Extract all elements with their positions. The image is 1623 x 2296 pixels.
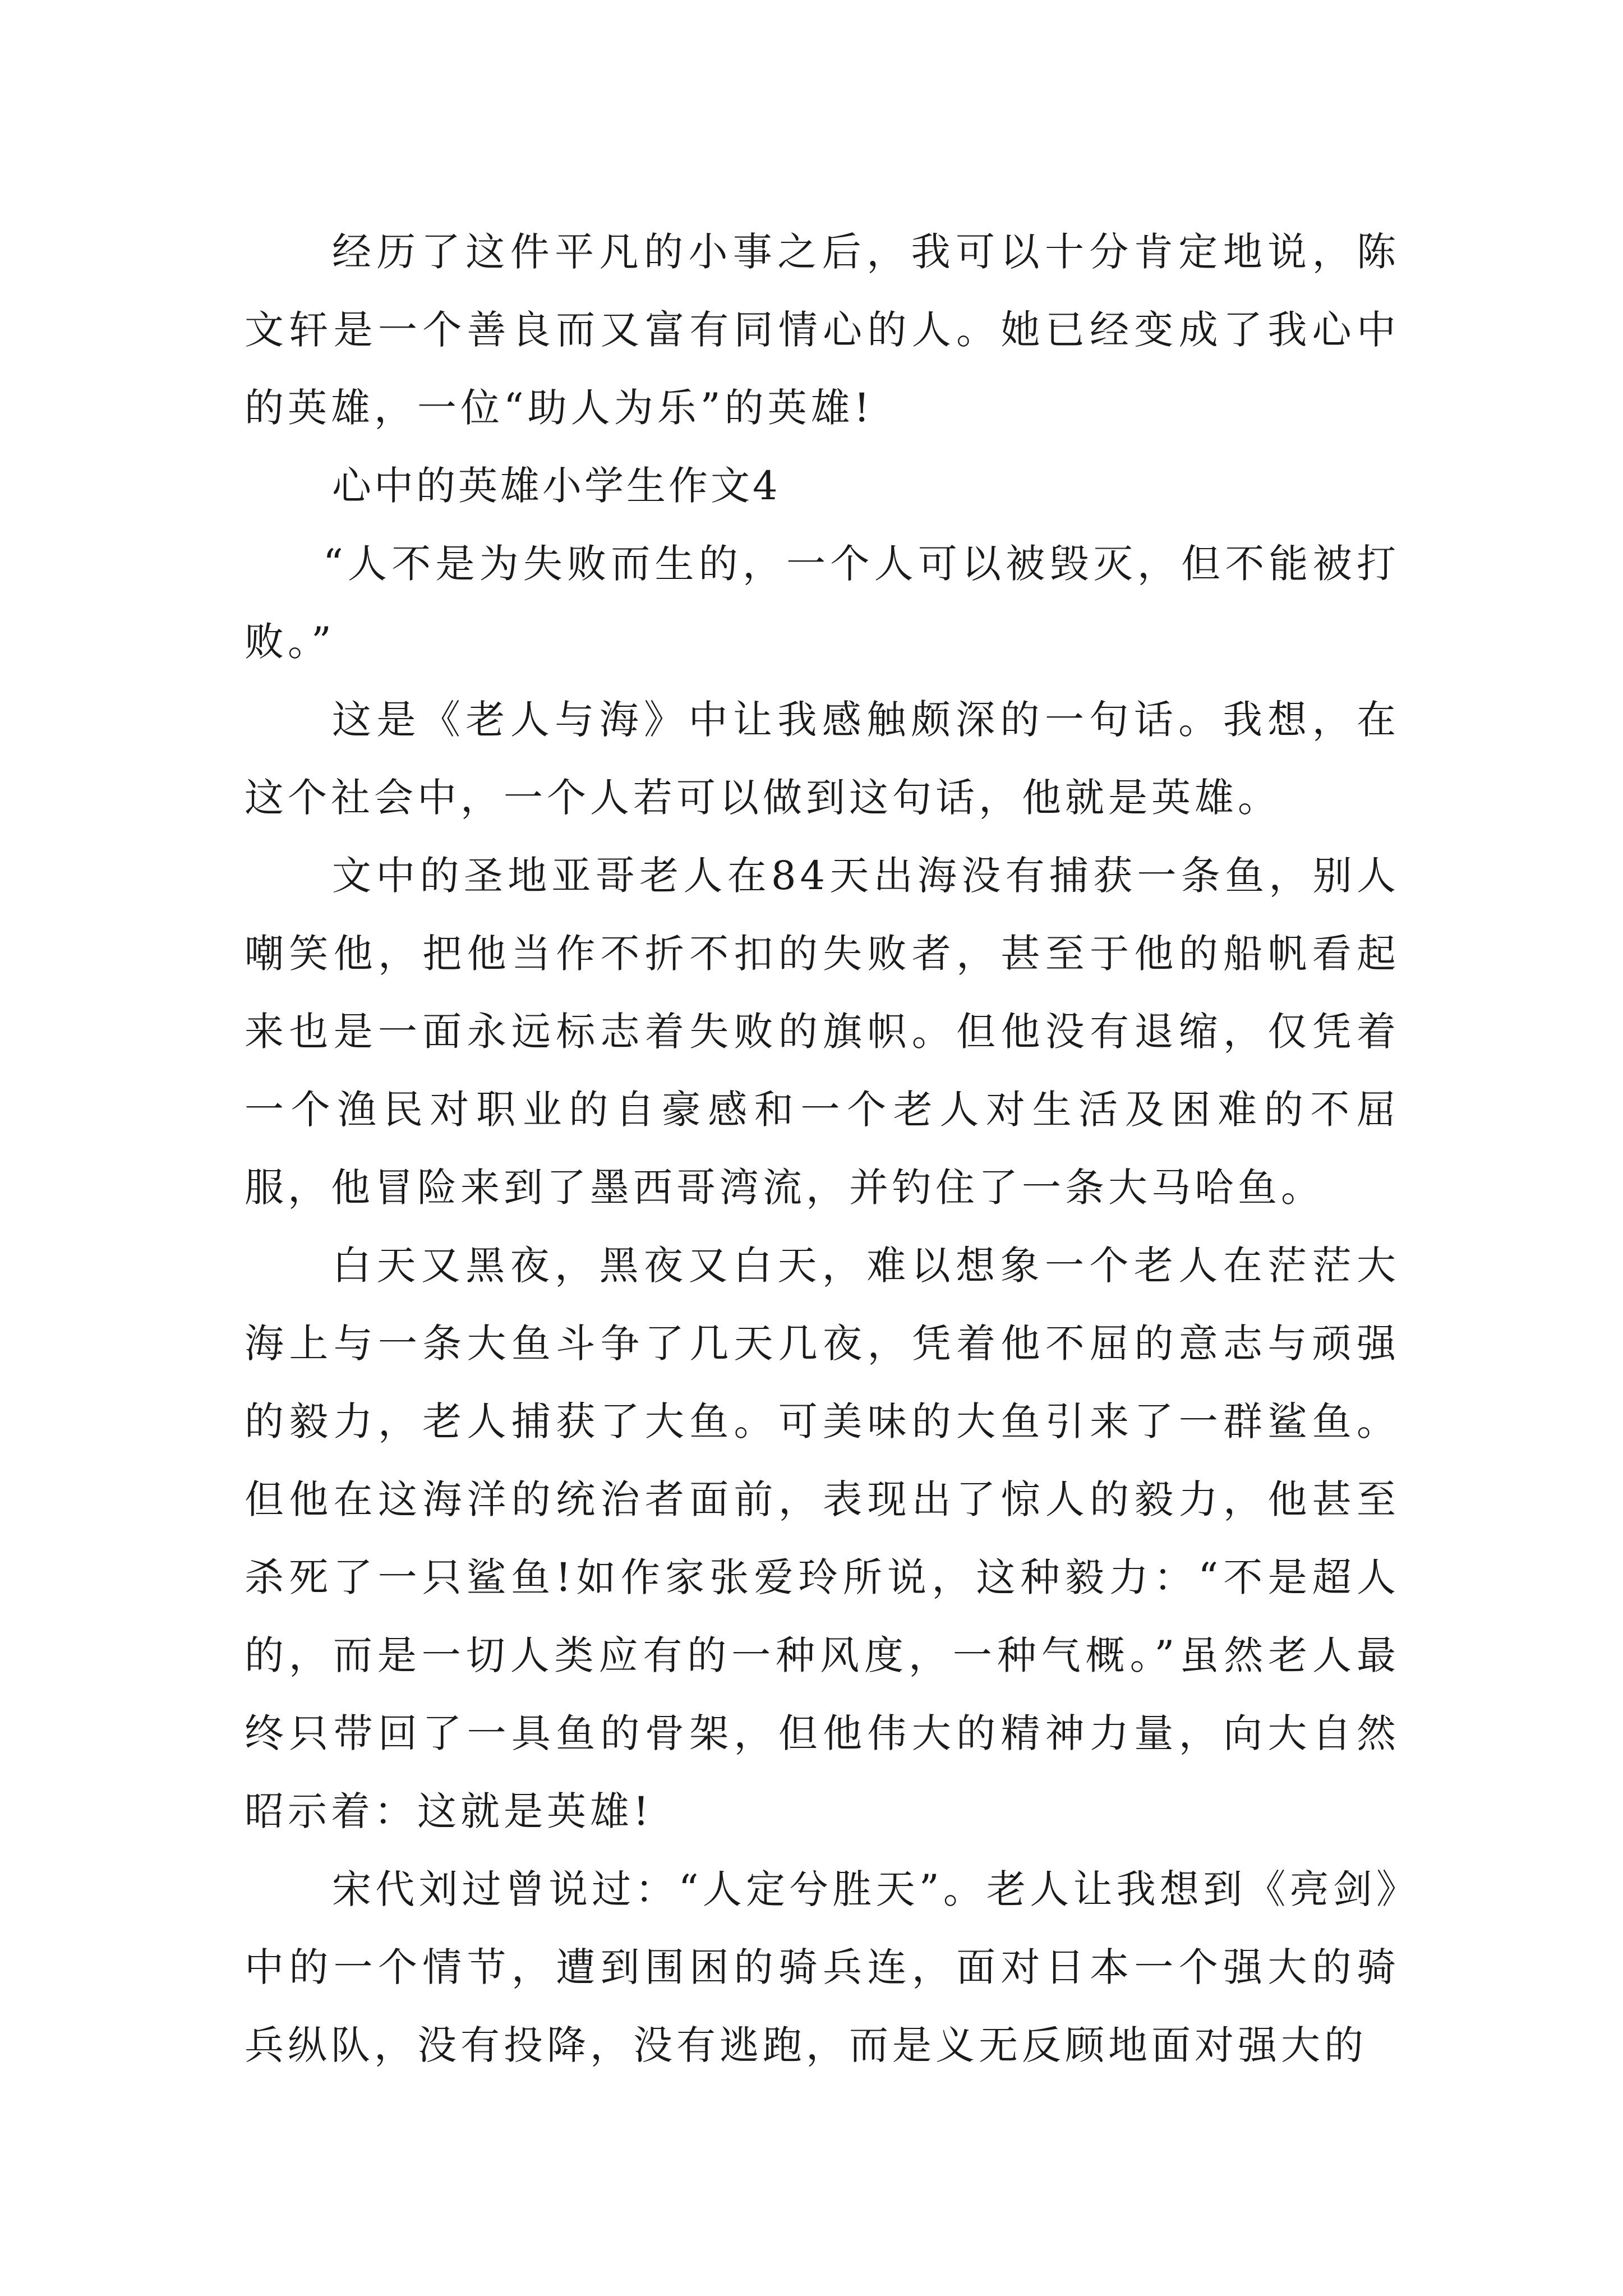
section-heading: 心中的英雄小学生作文4 <box>332 463 781 509</box>
paragraph-quote: “人不是为失败而生的，一个人可以被毁灭，但不能被打败。” <box>245 541 1400 665</box>
document-body <box>245 213 1400 2085</box>
paragraph-1: 经历了这件平凡的小事之后，我可以十分肯定地说，陈文轩是一个善良而又富有同情心的人。她已经变成了我心中的英雄，一位“助人为乐”的英雄! <box>245 229 1400 431</box>
paragraph-6: 宋代刘过曾说过：“人定兮胜天”。老人让我想到《亮剑》中的一个情节，遭到围困的骑兵连，面对日本一个强大的骑兵纵队，没有投降，没有逃跑，而是义无反顾地面对强大的 <box>245 1866 1400 2068</box>
paragraph-3: 这是《老人与海》中让我感触颇深的一句话。我想，在这个社会中，一个人若可以做到这句话，他就是英雄。 <box>245 697 1400 821</box>
paragraph-4: 文中的圣地亚哥老人在84天出海没有捕获一条鱼，别人嘲笑他，把他当作不折不扣的失败者，甚至于他的船帆看起来也是一面永远标志着失败的旗帜。但他没有退缩，仅凭着一个渔民对职业的自豪感和一个老人对生活及困难的不屈服，他冒险来到了墨西哥湾流，并钓住了一条大马哈鱼。 <box>245 853 1400 1211</box>
paragraph-5: 白天又黑夜，黑夜又白天，难以想象一个老人在茫茫大海上与一条大鱼斗争了几天几夜，凭着他不屈的意志与顽强的毅力，老人捕获了大鱼。可美味的大鱼引来了一群鲨鱼。但他在这海洋的统治者面前，表现出了惊人的毅力，他甚至杀死了一只鲨鱼!如作家张爱玲所说，这种毅力：“不是超人的，而是一切人类应有的一种风度，一种气概。”虽然老人最终只带回了一具鱼的骨架，但他伟大的精神力量，向大自然昭示着：这就是英雄! <box>245 1243 1400 1834</box>
